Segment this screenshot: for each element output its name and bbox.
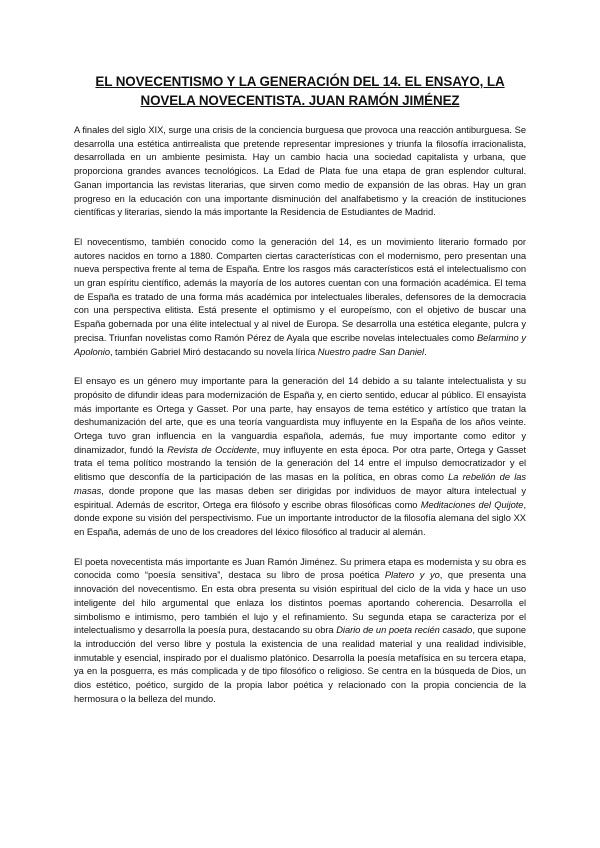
book-title-platero: Platero y yo [384,570,440,581]
paragraph-text: . [424,346,427,357]
paragraph-crisis-burguesa [74,124,526,220]
paragraph-text: El ensayo es un género muy importante para la generación del 14 debido a su talante intelectualista y su propósito de difundir ideas para modernización de España y, en cierto sentido, educar al público. El ensayista más importante es Ortega y Gasset. Por una parte, hay ensayos de tema estético y artístico que tratan la deshumanización del arte, que es una teoría vanguardista muy influyente en la España de los años veinte. Ortega tuvo gran influencia en la vanguardia española, además, fue muy importante como editor y dinamizador, fundó la [74,376,526,455]
book-title-rebelion-masas: La rebelión de las masas [74,472,526,496]
paragraph-text: , también Gabriel Miró destacando su novela lírica [109,346,318,357]
paragraph-text: A finales del siglo XIX, surge una crisis de la conciencia burguesa que provoca una reacción antiburguesa. Se desarrolla una estética antirrealista que pretende representar impresiones y triunfa la filosofía irracionalista, desarrollada en un ambiente pesimista. Hay un cambio hacia una sociedad capitalista y urbana, que proporciona grandes avances tecnológicos. La Edad de Plata fue una etapa de gran esplendor cultural. Ganan importancia las revistas literarias, que sirven como medio de expansión de las obras. Hay un gran progreso en la educación con una importante disminución del analfabetismo y la creación de instituciones científicas y literarias, siendo la más importante la Residencia de Estudiantes de Madrid. [74,125,526,218]
book-title-diario-poeta: Diario de un poeta recién casado [336,625,473,636]
paragraph-juan-ramon-jimenez [74,556,526,707]
paragraph-text: , donde expone su visión del perspectivismo. Fue un importante introductor de la filosofía alemana del siglo XX en España, además de uno de los creadores del léxico filosófico al traducir al alemán. [74,499,526,537]
book-title-belarmino: Belarmino y Apolonio [74,332,526,357]
journal-title-revista-occidente: Revista de Occidente [167,444,257,455]
book-title-meditaciones: Meditaciones del Quijote [420,499,524,510]
paragraph-text: El poeta novecentista más importante es Juan Ramón Jiménez. Su primera etapa es modernista y su obra es conocida como “poesía sensitiva”, destaca su libro de prosa poética [74,556,526,581]
paragraph-text: El novecentismo, también conocido como la generación del 14, es un movimiento literario formado por autores nacidos en torno a 1880. Comparten ciertas características con el modernismo, pero presentan una nueva perspectiva frente al tema de España. Entre los rasgos más característicos está el intelectualismo con un gran espíritu científico, además la mayoría de los autores cuentan con una formación académica. El tema de España es tratado de una forma más académica por intelectuales liberales, defensores de la democracia con una perspectiva elitista. Está presente el optimismo y el europeísmo, con el objetivo de buscar una España gobernada por una élite intelectual y al nivel de Europa. Se desarrolla una estética elegante, pulcra y precisa. Triunfan novelistas como Ramón Pérez de Ayala que escribe novelas intelectuales como [74,236,526,343]
paragraph-novecentismo [74,236,526,359]
paragraph-text: , que presenta una innovación del novecentismo. En esta obra presenta su visión espiritual del ciclo de la vida y hace un uso inteligente del hilo argumental que enlaza los distintos poemas aportando coherencia. Desarrolla el simbolismo e intimismo, pero también el lujo y el refinamiento. Su segunda etapa se caracteriza por el intelectualismo y desarrolla la poesía pura, destacando su obra [74,570,526,636]
book-title-nuestro-padre: Nuestro padre San Daniel [317,346,425,357]
paragraph-text: , muy influyente en esta época. Por otra parte, Ortega y Gasset trata el tema político mostrando la tensión de la generación del 14 entre el impulso democratizador y el elitismo que desconfía de la participación de las masas en la política, en obras como [74,444,527,483]
paragraph-text: , donde propone que las masas deben ser dirigidas por individuos de mayor altura intelectual y espiritual. Además de escritor, Ortega era filósofo y escribe obras filosóficas como [74,485,526,510]
paragraph-text: , que supone la introducción del verso libre y postula la existencia de una realidad material y una realidad indivisible, inmutable y esencial, inspirado por el dualismo platónico. Desarrolla la poesía metafísica en su tercera etapa, ya en la posguerra, es más complicada y de tipo filosófico o religioso. Se centra en la búsqueda de Dios, un dios estético, poético, surgido de la propia labor poética y relacionado con la propia conciencia de la hermosura o la belleza del mundo. [74,625,526,704]
document-title: EL NOVECENTISMO Y LA GENERACIÓN DEL 14. EL ENSAYO, LA NOVELA NOVECENTISTA. JUAN RAMÓN JIMÉNEZ [95,74,505,108]
document-page [74,72,526,722]
paragraph-ensayo [74,375,526,539]
